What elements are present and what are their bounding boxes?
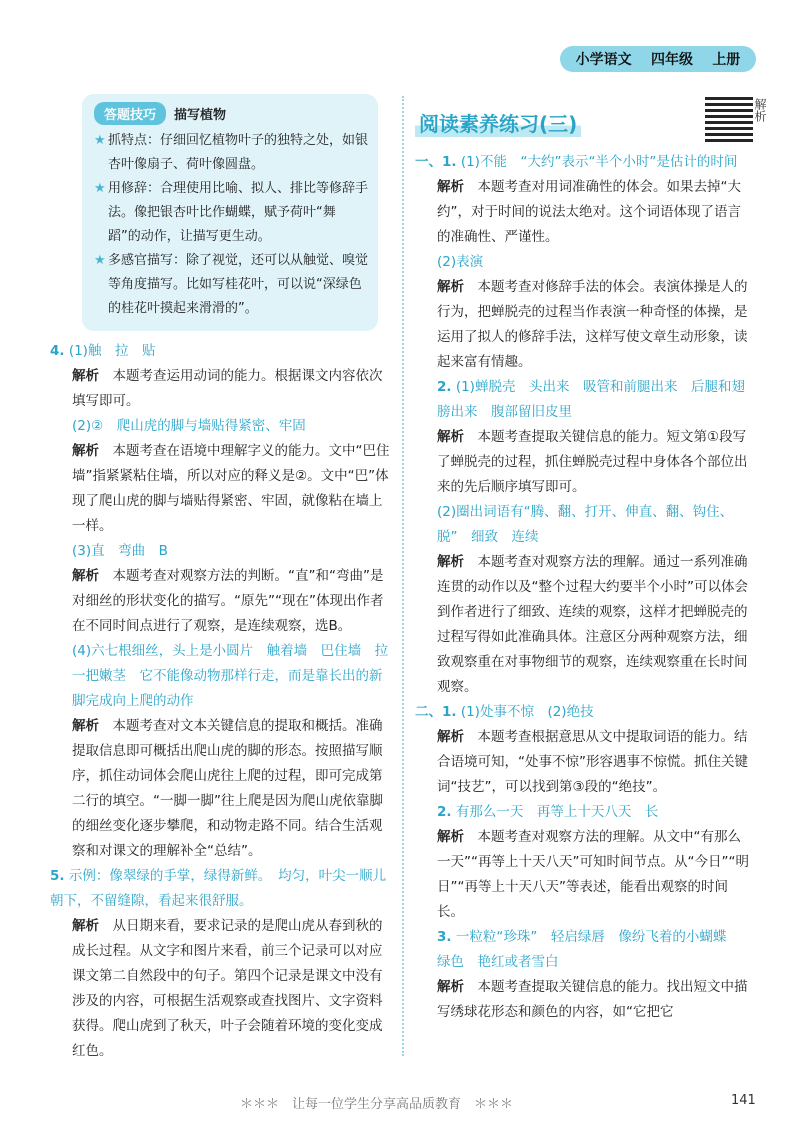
header-bar bbox=[560, 46, 756, 72]
s2-2-answer: (2)圈出词语有“腾、翻、打开、伸直、翻、钩住、脱” 细致 连续 bbox=[437, 504, 734, 545]
s5-analysis: 本题考查提取关键信息的能力。找出短文中描写绣球花形态和颜色的内容，如“它把它 bbox=[437, 979, 748, 1020]
q4-1-answer: (1)触 拉 贴 bbox=[68, 343, 156, 359]
q4-4-answer: (4)六七根细丝，头上是小圆片 触着墙 巴住墙 拉一把嫩茎 它不能像动物那样行走，而是靠长出的新脚完成向上爬的动作 bbox=[72, 643, 389, 709]
subject-label: 小学语文 bbox=[575, 52, 632, 68]
section-title: 阅读素养练习(三) bbox=[415, 108, 581, 137]
tip-box bbox=[82, 94, 378, 331]
s1-number: 一、1. bbox=[415, 154, 457, 170]
tip-item: ★ 抓特点：仔细回忆植物叶子的独特之处，如银杏叶像扇子、荷叶像圆盘。 bbox=[94, 129, 368, 177]
q4-2-analysis: 本题考查在语境中理解字义的能力。文中“巴住墙”指紧紧粘住墙，所以对应的释义是②。文中“巴”体现了爬山虎的脚与墙贴得紧密、牢固，就像粘在墙上一样。 bbox=[72, 443, 390, 534]
qr-label: 解析 bbox=[753, 98, 767, 122]
s1-2-answer: (2)表演 bbox=[437, 254, 484, 270]
s3-number: 二、1. bbox=[415, 704, 457, 720]
q4-1-analysis: 本题考查运用动词的能力。根据课文内容依次填写即可。 bbox=[72, 368, 383, 409]
q4-4-analysis: 本题考查对文本关键信息的提取和概括。准确提取信息即可概括出爬山虎的脚的形态。按照描写顺序，抓住动词体会爬山虎往上爬的过程，即可完成第二行的填空。“一脚一脚”往上爬是因为爬山虎依靠脚的细丝变化逐步攀爬，和动物走路不同。结合生活观察和对课文的理解补全“总结”。 bbox=[72, 718, 383, 859]
s2-number: 2. bbox=[437, 379, 452, 395]
star-icon: ★ bbox=[94, 253, 106, 268]
q4-3-answer: (3)直 弯曲 B bbox=[72, 543, 168, 559]
s1-2-analysis: 本题考查对修辞手法的体会。表演体操是人的行为，把蝉脱壳的过程当作表演一种奇怪的体操，是运用了拟人的修辞手法，这样写使文章生动形象，读起来富有情趣。 bbox=[437, 279, 748, 370]
q4-3-analysis: 本题考查对观察方法的判断。“直”和“弯曲”是对细丝的形状变化的描写。“原先”“现在”体现出作者在不同时间点进行了观察，是连续观察，选B。 bbox=[72, 568, 384, 634]
column-divider bbox=[402, 96, 404, 1056]
tip-tag: 答题技巧 bbox=[94, 102, 166, 125]
page-number: 141 bbox=[731, 1093, 756, 1108]
s5-answer: 一粒粒“珍珠” 轻启绿唇 像纷飞着的小蝴蝶 绿色 艳红或者雪白 bbox=[437, 929, 740, 970]
star-icon: ★ bbox=[94, 133, 106, 148]
s2-1-answer: (1)蝉脱壳 头出来 吸管和前腿出来 后腿和翅膀出来 腹部留旧皮里 bbox=[437, 379, 745, 420]
volume-label: 上册 bbox=[712, 52, 741, 68]
s1-1-analysis: 本题考查对用词准确性的体会。如果去掉“大约”，对于时间的说法太绝对。这个词语体现了语言的准确性、严谨性。 bbox=[437, 179, 741, 245]
tip-item: ★ 用修辞：合理使用比喻、拟人、排比等修辞手法。像把银杏叶比作蝴蝶，赋予荷叶“舞蹈”的动作，让描写更生动。 bbox=[94, 177, 368, 249]
s4-analysis: 本题考查对观察方法的理解。从文中“有那么一天”“再等上十天八天”可知时间节点。从“今日”“明日”“再等上十天八天”等表述，能看出观察的时间长。 bbox=[437, 829, 749, 920]
right-column: 阅读素养练习(三) 解析 一、1. (1)不能 “大约”表示“半个小时”是估计的时间 解析 本题考查对用词准确性的体会。如果去掉“大约”，对于时间的说法太绝对。这个词语体现了语言的准确性、严谨性。 (2)表演 解析 本题考查对修辞手法的体会。表演体操是人的行为，把蝉脱壳的过程当作表演一种奇怪的体操，是运用了拟人的修辞手法，这样写使文章生动形象，读起来富有情趣。 2. (1)蝉脱壳 头出来 吸管和前腿出来 后腿和翅膀出来 腹部留旧皮里 解析 本题考查提取关键信息的能力。短文第①段写了蝉脱壳的过程，抓住蝉脱壳过程中身体各个部位出来的先后顺序填写即可。 (2)圈出词语有“腾、翻、打开、伸直、翻、钩住、脱” 细致 连续 解析 本题考查对观察方法的理解。通过一系列准确连贯的动作以及“整个过程大约要半个小时”可以体会到作者进行了细致、连续的观察，这样才把蝉脱壳的过程写得如此准确具体。注意区分两种观察方法，细致观察重在对事物细节的观察，连续观察重在长时间观察。 二、1. (1)处事不惊 (2)绝技 解析 本题考查根据意思从文中提取词语的能力。结合语境可知，“处事不惊”形容遇事不惊慌。抓住关键词“技艺”，可以找到第③段的“绝技”。 2. 有那么一天 再等上十天八天 长 解析 本题考查对观察方法的理解。从文中“有那么一天”“再等上十天八天”可知时间节点。从“今日”“明日”“再等上十天八天”等表述，能看出观察的时间长。 3. 一粒粒“珍珠” 轻启绿唇 像纷飞着的小蝴蝶 绿色 艳红或者雪白 解析 本题考查提取关键信息的能力。找出短文中描写绣球花形态和颜色的内容，如“它把它 bbox=[415, 94, 753, 1025]
s3-analysis: 本题考查根据意思从文中提取词语的能力。结合语境可知，“处事不惊”形容遇事不惊慌。抓住关键词“技艺”，可以找到第③段的“绝技”。 bbox=[437, 729, 748, 795]
q4-number: 4. bbox=[50, 343, 65, 359]
grade-label: 四年级 bbox=[650, 52, 693, 68]
s4-number: 2. bbox=[437, 804, 452, 820]
s1-1-answer: (1)不能 “大约”表示“半个小时”是估计的时间 bbox=[460, 154, 738, 170]
s3-answer: (1)处事不惊 (2)绝技 bbox=[460, 704, 594, 720]
question-5: 5. 示例：像翠绿的手掌，绿得新鲜。 均匀，叶尖一顺儿朝下，不留缝隙，看起来很舒服。 解析 从日期来看，要求记录的是爬山虎从春到秋的成长过程。从文字和图片来看，前三个记录可以对应课文第二自然段中的句子。第四个记录是课文中没有涉及的内容，可根据生活观察或查找图片、文字资料获得。爬山虎到了秋天，叶子会随着环境的变化变成红色。 bbox=[50, 868, 387, 1059]
s2-2-analysis: 本题考查对观察方法的理解。通过一系列准确连贯的动作以及“整个过程大约要半个小时”可以体会到作者进行了细致、连续的观察，这样才把蝉脱壳的过程写得如此准确具体。注意区分两种观察方法，细致观察重在对事物细节的观察，连续观察重在长时间观察。 bbox=[437, 554, 748, 695]
tip-item: ★ 多感官描写：除了视觉，还可以从触觉、嗅觉等角度描写。比如写桂花叶，可以说“深绿色的桂花叶摸起来滑滑的”。 bbox=[94, 249, 368, 321]
question-4: 4. (1)触 拉 贴 解析 本题考查运用动词的能力。根据课文内容依次填写即可。 (2)② 爬山虎的脚与墙贴得紧密、牢固 解析 本题考查在语境中理解字义的能力。文中“巴住墙”指紧紧粘住墙，所以对应的释义是②。文中“巴”体现了爬山虎的脚与墙贴得紧密、牢固，就像粘在墙上一样。 (3)直 弯曲 B 解析 本题考查对观察方法的判断。“直”和“弯曲”是对细丝的形状变化的描写。“原先”“现在”体现出作者在不同时间点进行了观察，是连续观察，选B。 (4)六七根细丝，头上是小圆片 触着墙 巴住墙 拉一把嫩茎 它不能像动物那样行走，而是靠长出的新脚完成向上爬的动作 解析 本题考查对文本关键信息的提取和概括。准确提取信息即可概括出爬山虎的脚的形态。按照描写顺序，抓住动词体会爬山虎往上爬的过程，即可完成第二行的填空。“一脚一脚”往上爬是因为爬山虎依靠脚的细丝变化逐步攀爬，和动物走路不同。结合生活观察和对课文的理解补全“总结”。 bbox=[50, 343, 390, 859]
left-column bbox=[50, 94, 390, 1064]
qr-code-icon[interactable] bbox=[705, 94, 753, 142]
s4-answer: 有那么一天 再等上十天八天 长 bbox=[455, 804, 659, 820]
tip-title: 描写植物 bbox=[174, 108, 227, 123]
q5-analysis: 从日期来看，要求记录的是爬山虎从春到秋的成长过程。从文字和图片来看，前三个记录可以对应课文第二自然段中的句子。第四个记录是课文中没有涉及的内容，可根据生活观察或查找图片、文字资料获得。爬山虎到了秋天，叶子会随着环境的变化变成红色。 bbox=[72, 918, 383, 1059]
q5-answer: 示例：像翠绿的手掌，绿得新鲜。 均匀，叶尖一顺儿朝下，不留缝隙，看起来很舒服。 bbox=[50, 868, 387, 909]
s2-1-analysis: 本题考查提取关键信息的能力。短文第①段写了蝉脱壳的过程，抓住蝉脱壳过程中身体各个部位出来的先后顺序填写即可。 bbox=[437, 429, 748, 495]
footer-slogan: ＊＊＊ 让每一位学生分享高品质教育 ＊＊＊ bbox=[240, 1097, 514, 1112]
q4-2-answer: (2)② 爬山虎的脚与墙贴得紧密、牢固 bbox=[72, 418, 306, 434]
q5-number: 5. bbox=[50, 868, 65, 884]
s5-number: 3. bbox=[437, 929, 452, 945]
star-icon: ★ bbox=[94, 181, 106, 196]
